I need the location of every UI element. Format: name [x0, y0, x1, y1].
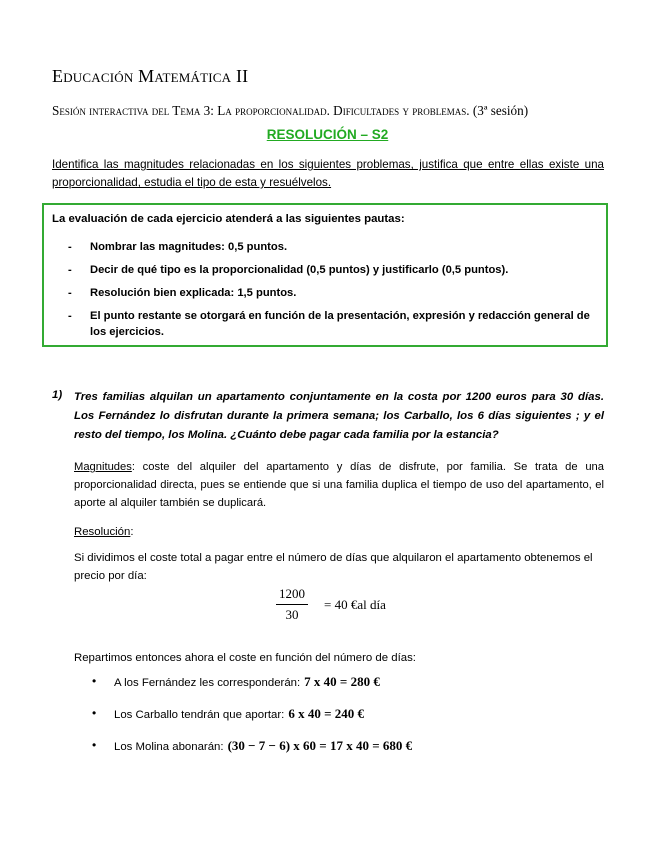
criteria-item: - El punto restante se otorgará en función de la presentación, expresión y redacción general de los ejercicios. [68, 310, 590, 338]
criteria-list [68, 239, 598, 347]
evaluation-criteria-box [42, 203, 608, 347]
list-item: • Los Molina abonarán: (30 − 7 − 6) x 60 = 17 x 40 = 680 € [92, 738, 413, 753]
document-title: Educación Matemática II [52, 66, 249, 86]
criteria-item: - Resolución bien explicada: 1,5 puntos. [68, 287, 297, 299]
distribution-paragraph: Repartimos entonces ahora el coste en función del número de días: [74, 652, 416, 664]
resolution-label: Resolución: [74, 526, 134, 538]
document-subtitle: Sesión interactiva del Tema 3: La proporcionalidad. Dificultades y problemas. (3ª sesión) [52, 103, 529, 118]
fraction-denominator: 30 [285, 607, 299, 622]
division-paragraph: Si dividimos el coste total a pagar entre el número de días que alquilaron el apartamento obtenemos el precio por día: [74, 552, 593, 582]
criteria-item: - Nombrar las magnitudes: 0,5 puntos. [68, 241, 288, 253]
fraction-result: = 40 €al día [324, 597, 386, 612]
list-item: • Los Carballo tendrán que aportar: 6 x 40 = 240 € [92, 706, 365, 721]
criteria-title: La evaluación de cada ejercicio atenderá a las siguientes pautas: [52, 213, 405, 225]
problem-statement: Tres familias alquilan un apartamento conjuntamente en la costa por 1200 euros para 30 días. Los Fernández lo disfrutan durante la primera semana; los Carballo, los 6 días siguientes ; y el resto del tiempo, los Molina. ¿Cuánto debe pagar cada familia por la estancia? [74, 391, 604, 441]
list-item: • A los Fernández les corresponderán: 7 x 40 = 280 € [92, 674, 380, 689]
fraction-numerator: 1200 [276, 586, 308, 605]
instructions-text: Identifica las magnitudes relacionadas en los siguientes problemas, justifica que entre ellas existe una proporcionalidad, estudia el tipo de esta y resuélvelos. [52, 158, 604, 189]
magnitudes-paragraph: Magnitudes: coste del alquiler del apartamento y días de disfrute, por familia. Se trata de una proporcionalidad directa, pues se entiende que si una familia duplica el tiempo de uso del apartamento, el aporte al alquiler también se duplicará. [74, 461, 604, 509]
bullet-icon: • [92, 706, 97, 720]
resolution-heading: RESOLUCIÓN – S2 [266, 127, 389, 142]
bullet-icon: • [92, 674, 97, 688]
problem-number: 1) [52, 389, 63, 401]
price-fraction [276, 586, 308, 623]
magnitudes-label: Magnitudes [74, 461, 132, 473]
payment-list [92, 674, 612, 770]
criteria-item: - Decir de qué tipo es la proporcionalidad (0,5 puntos) y justificarlo (0,5 puntos). [68, 264, 509, 276]
bullet-icon: • [92, 738, 97, 752]
